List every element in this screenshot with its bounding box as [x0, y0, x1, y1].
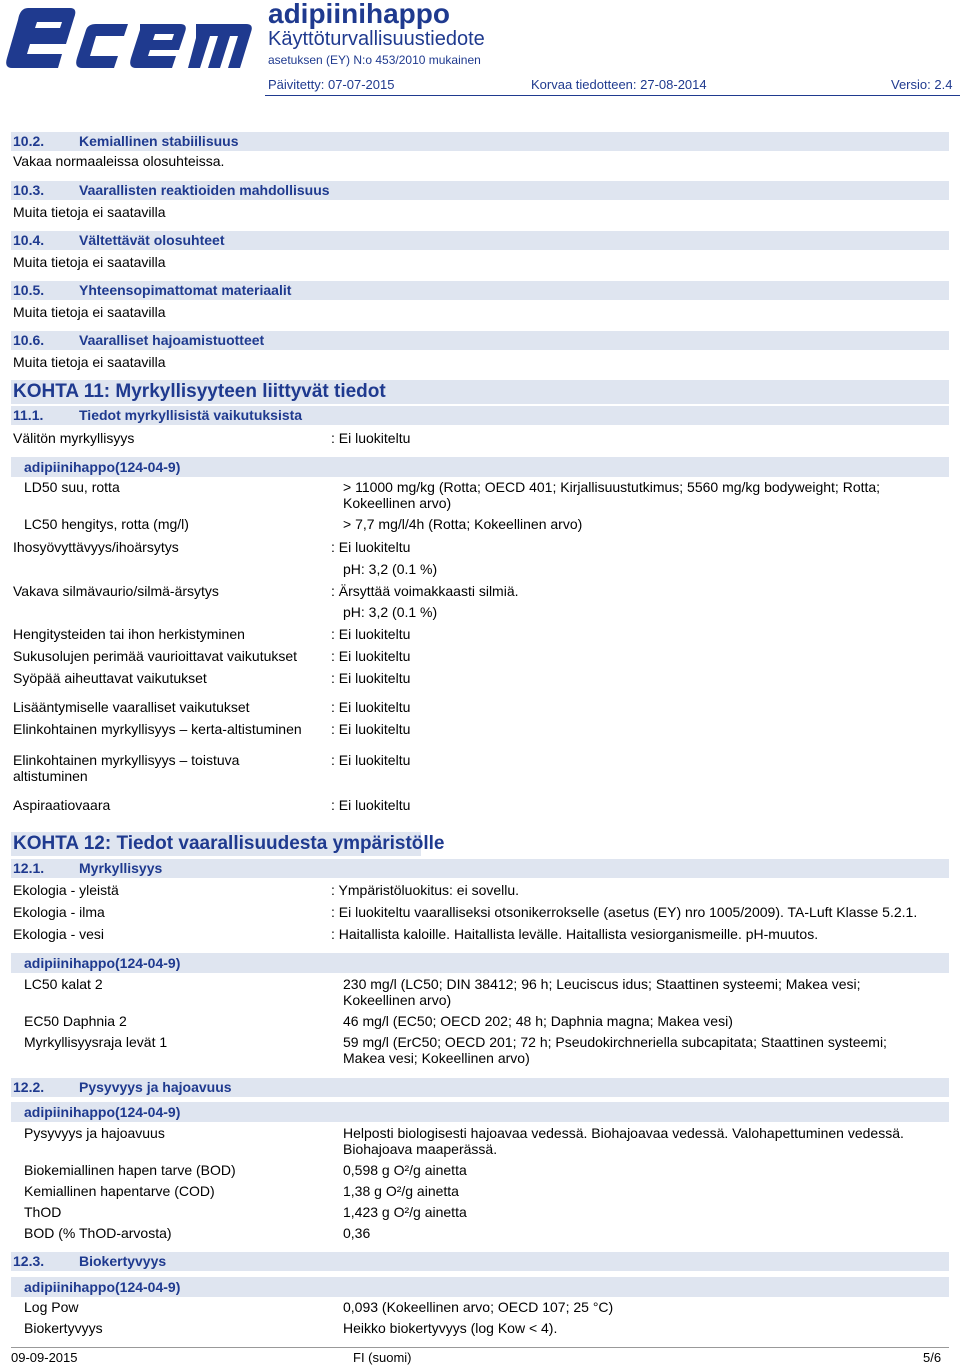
carcinogenicity-label: Syöpää aiheuttavat vaikutukset	[13, 670, 207, 686]
algae-value-cont: Makea vesi; Kokeellinen arvo)	[343, 1050, 530, 1066]
sensitisation-value: : Ei luokiteltu	[331, 626, 411, 642]
eye-value: : Ärsyttää voimakkaasti silmiä.	[331, 583, 519, 599]
acute-toxicity-label: Välitön myrkyllisyys	[13, 430, 135, 446]
ecology-general-label: Ekologia - yleistä	[13, 882, 119, 898]
replaces-date: Korvaa tiedotteen: 27-08-2014	[531, 77, 707, 92]
ec50-daphnia-value: 46 mg/l (EC50; OECD 202; 48 h; Daphnia magna; Makea vesi)	[343, 1013, 733, 1029]
subsection-heading-12-3: 12.3. Biokertyvyys	[13, 1253, 167, 1269]
persistence-value: Helposti biologisesti hajoavaa vedessä. Biohajoavaa vedessä. Valohapettuminen vedessä.	[343, 1125, 904, 1141]
stot-repeated-label: Elinkohtainen myrkyllisyys – toistuva	[13, 752, 240, 768]
persistence-label: Pysyvyys ja hajoavuus	[24, 1125, 165, 1141]
ecem-logo	[0, 0, 258, 80]
text-10-3: Muita tietoja ei saatavilla	[13, 204, 166, 220]
ecology-water-label: Ekologia - vesi	[13, 926, 105, 942]
algae-label: Myrkyllisyysraja levät 1	[24, 1034, 168, 1050]
lc50-value: > 7,7 mg/l/4h (Rotta; Kokeellinen arvo)	[343, 516, 583, 532]
section-12-title: KOHTA 12: Tiedot vaarallisuudesta ympäristölle	[13, 833, 445, 854]
ld50-label: LD50 suu, rotta	[24, 479, 120, 495]
regulation-text: asetuksen (EY) N:o 453/2010 mukainen	[268, 53, 481, 67]
stot-repeated-label-cont: altistuminen	[13, 768, 88, 784]
skin-value: : Ei luokiteltu	[331, 539, 411, 555]
ld50-value-cont: Kokeellinen arvo)	[343, 495, 452, 511]
text-10-4: Muita tietoja ei saatavilla	[13, 254, 166, 270]
footer-date: 09-09-2015	[11, 1350, 78, 1365]
bioaccumulation-value: Heikko biokertyvyys (log Kow < 4).	[343, 1320, 558, 1336]
bod-value: 0,598 g O²/g ainetta	[343, 1162, 467, 1178]
updated-date: Päivitetty: 07-07-2015	[268, 77, 395, 92]
subsection-heading-10-5: 10.5. Yhteensopimattomat materiaalit	[13, 282, 292, 298]
mutagenicity-value: : Ei luokiteltu	[331, 648, 411, 664]
substance-name: adipiinihappo(124-04-9)	[24, 1279, 181, 1295]
header-divider	[265, 95, 960, 96]
aspiration-value: : Ei luokiteltu	[331, 797, 411, 813]
skin-label: Ihosyövyttävyys/ihoärsytys	[13, 539, 179, 555]
text-10-2: Vakaa normaaleissa olosuhteissa.	[13, 153, 225, 169]
subsection-heading-10-4: 10.4. Vältettävät olosuhteet	[13, 232, 225, 248]
skin-ph: pH: 3,2 (0.1 %)	[343, 561, 438, 577]
log-pow-value: 0,093 (Kokeellinen arvo; OECD 107; 25 °C)	[343, 1299, 614, 1315]
ecology-general-value: : Ympäristöluokitus: ei sovellu.	[331, 882, 520, 898]
substance-name: adipiinihappo(124-04-9)	[24, 459, 181, 475]
cod-label: Kemiallinen hapentarve (COD)	[24, 1183, 215, 1199]
persistence-value-cont: Biohajoava maaperässä.	[343, 1141, 498, 1157]
eye-ph: pH: 3,2 (0.1 %)	[343, 604, 438, 620]
ec50-daphnia-label: EC50 Daphnia 2	[24, 1013, 127, 1029]
aspiration-label: Aspiraatiovaara	[13, 797, 111, 813]
mutagenicity-label: Sukusolujen perimää vaurioittavat vaikutukset	[13, 648, 298, 664]
document-subtitle: Käyttöturvallisuustiedote	[268, 28, 485, 50]
sensitisation-label: Hengitysteiden tai ihon herkistyminen	[13, 626, 245, 642]
cod-value: 1,38 g O²/g ainetta	[343, 1183, 459, 1199]
substance-name: adipiinihappo(124-04-9)	[24, 955, 181, 971]
section-11-title: KOHTA 11: Myrkyllisyyteen liittyvät tiedot	[13, 381, 386, 402]
version: Versio: 2.4	[891, 77, 953, 92]
lc50-fish-value-cont: Kokeellinen arvo)	[343, 992, 452, 1008]
stot-single-value: : Ei luokiteltu	[331, 721, 411, 737]
lc50-fish-label: LC50 kalat 2	[24, 976, 103, 992]
subsection-heading-11-1: 11.1. Tiedot myrkyllisistä vaikutuksista	[13, 407, 303, 423]
footer-divider	[11, 1347, 949, 1348]
algae-value: 59 mg/l (ErC50; OECD 201; 72 h; Pseudokirchneriella subcapitata; Staattinen systeemi;	[343, 1034, 887, 1050]
document-title: adipiinihappo	[268, 0, 450, 29]
carcinogenicity-value: : Ei luokiteltu	[331, 670, 411, 686]
bioaccumulation-label: Biokertyvyys	[24, 1320, 103, 1336]
ecology-water-value: : Haitallista kaloille. Haitallista levälle. Haitallista vesiorganismeille. pH-muutos.	[331, 926, 819, 942]
ld50-value: > 11000 mg/kg (Rotta; OECD 401; Kirjallisuustutkimus; 5560 mg/kg bodyweight; Rotta;	[343, 479, 881, 495]
stot-repeated-value: : Ei luokiteltu	[331, 752, 411, 768]
subsection-heading-10-3: 10.3. Vaarallisten reaktioiden mahdollisuus	[13, 182, 330, 198]
subsection-heading-12-1: 12.1. Myrkyllisyys	[13, 860, 163, 876]
lc50-label: LC50 hengitys, rotta (mg/l)	[24, 516, 189, 532]
footer-page: 5/6	[923, 1350, 942, 1365]
ecology-air-label: Ekologia - ilma	[13, 904, 105, 920]
subsection-heading-10-2: 10.2. Kemiallinen stabiilisuus	[13, 133, 239, 149]
log-pow-label: Log Pow	[24, 1299, 79, 1315]
subsection-heading-10-6: 10.6. Vaaralliset hajoamistuotteet	[13, 332, 265, 348]
acute-toxicity-value: : Ei luokiteltu	[331, 430, 411, 446]
substance-name: adipiinihappo(124-04-9)	[24, 1104, 181, 1120]
text-10-6: Muita tietoja ei saatavilla	[13, 354, 166, 370]
reproductive-label: Lisääntymiselle vaaralliset vaikutukset	[13, 699, 250, 715]
reproductive-value: : Ei luokiteltu	[331, 699, 411, 715]
bod-thod-label: BOD (% ThOD-arvosta)	[24, 1225, 172, 1241]
thod-value: 1,423 g O²/g ainetta	[343, 1204, 467, 1220]
bod-label: Biokemiallinen hapen tarve (BOD)	[24, 1162, 236, 1178]
footer-language: FI (suomi)	[353, 1350, 412, 1365]
stot-single-label: Elinkohtainen myrkyllisyys – kerta-altistuminen	[13, 721, 302, 737]
eye-label: Vakava silmävaurio/silmä-ärsytys	[13, 583, 219, 599]
thod-label: ThOD	[24, 1204, 62, 1220]
subsection-heading-12-2: 12.2. Pysyvyys ja hajoavuus	[13, 1079, 232, 1095]
text-10-5: Muita tietoja ei saatavilla	[13, 304, 166, 320]
bod-thod-value: 0,36	[343, 1225, 371, 1241]
ecology-air-value: : Ei luokiteltu vaaralliseksi otsonikerrokselle (asetus (EY) nro 1005/2009). TA-Luft Klasse 5.2.1.	[331, 904, 918, 920]
lc50-fish-value: 230 mg/l (LC50; DIN 38412; 96 h; Leuciscus idus; Staattinen systeemi; Makea vesi;	[343, 976, 861, 992]
